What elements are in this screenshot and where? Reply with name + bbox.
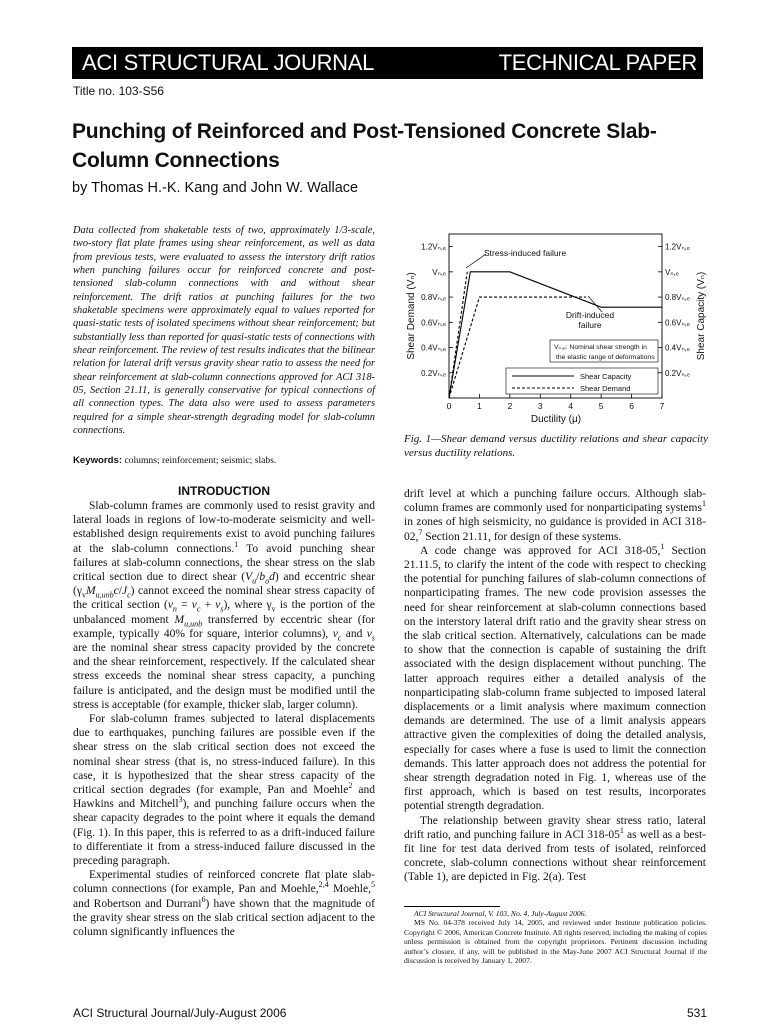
- x-tick-label: 1: [477, 401, 482, 411]
- y-tick-label-left: Vₙ,ₑ: [432, 267, 446, 277]
- y-tick-label-right: 0.2Vₙ,ₑ: [665, 368, 690, 378]
- y-tick-label-right: 0.8Vₙ,ₑ: [665, 293, 690, 303]
- y-ticks-right: [658, 243, 690, 378]
- keywords: [73, 455, 373, 467]
- x-tick-label: 3: [537, 401, 543, 411]
- title-number: Title no. 103-S56: [73, 84, 164, 98]
- left-paragraph-1: Slab-column frames are commonly used to resist gravity and lateral loads in regions of low-to-moderate seismicity and well-established design requirements exist to avoid punching failures at the slab-column connections.$^1$ To avoid punching shear failures at slab-column connections, the shear stress on the slab critical section due to direct shear $(V_u/b_od)$ and eccentric shear $(\gamma_vM_{u,unb}c/J_c)$ cannot exceed the nominal shear stress capacity of the critical section $(v_n = v_c + v_s)$, where $\gamma_v$ is the portion of the unbalanced moment $M_{u,unb}$ transferred by eccentric shear (for example, typically 40% for square, interior columns), $v_c$ and $v_s$ are the nominal shear stress capacity provided by the concrete and the shear reinforcement, respectively. If the calculated shear stress exceeds the nominal shear stress capacity, a punching failure is anticipated, and the design must be modified until the stress is acceptable (for example, thicker slab, larger column).: [73, 500, 376, 711]
- footnote-rule: [404, 906, 500, 907]
- legend-demand-label: Shear Demand: [580, 384, 631, 393]
- right-column: [404, 487, 706, 885]
- y-ticks-left: [421, 243, 453, 378]
- left-axis-label: Shear Demand (Vₙ): [406, 272, 417, 360]
- drift-induced-label-2: failure: [578, 320, 602, 330]
- y-tick-label-right: 1.2Vₙ,ₑ: [665, 242, 690, 252]
- y-tick-label-left: 0.6Vₙ,ₑ: [421, 318, 446, 328]
- x-tick-label: 2: [507, 401, 513, 411]
- intro-heading: INTRODUCTION: [178, 484, 270, 498]
- journal-name: ACI STRUCTURAL JOURNAL: [82, 50, 375, 75]
- right-axis-label: Shear Capacity (Vₙ): [696, 271, 707, 361]
- footnote-line-1: ACI Structural Journal, V. 103, No. 4, July-August 2006.: [414, 909, 587, 918]
- y-tick-label-right: 0.4Vₙ,ₑ: [665, 343, 690, 353]
- y-tick-label-right: Vₙ,ₑ: [665, 267, 679, 277]
- x-axis-label: Ductility (μ): [530, 414, 582, 425]
- left-paragraph-3: Experimental studies of reinforced concrete flat plate slab-column connections (for example, Pan and Moehle,$^{2,4}$ Moehle,$^5$ and Robertson and Durrani$^6$) have shown that the magnitude of the gravity shear stress on the slab critical section adjacent to the column significantly influences the: [73, 869, 375, 939]
- x-ticks: [447, 394, 665, 411]
- page-number: 531: [686, 1006, 707, 1020]
- figure-1-chart: [402, 228, 712, 428]
- author-line: by Thomas H.-K. Kang and John W. Wallace: [72, 180, 359, 196]
- stress-induced-arrow: [466, 254, 486, 268]
- right-paragraph-2: A code change was approved for ACI 318-05,$^1$ Section 21.11.5, to clarify the intent of the code with respect to checking the potential for punching failures of slab-column connections of nonparticipating frames. The new code provision assesses the need for shear reinforcement at slab-column connections based on the interstory lateral drift ratio and the gravity shear stress on the slab critical section. Alternatively, calculations can be made to show that the connection is capable of sustaining the drift associated with the design displacement without punching. The latter approach requires either a detailed analysis of the nonparticipating slab-column frame subjected to imposed lateral displacements or a limit analysis where maximum connection demands are determined. The use of a limit analysis appears attractive given the complexities of doing the detailed analysis, especially for cases where a fuse is used to limit the connection demands. This latter approach does not address the potential for shear strength degradation noted in Fig. 1, whereas use of the first approach, which is based on test results, incorporates potential strength degradation.: [404, 541, 706, 813]
- paper-title: Punching of Reinforced and Post-Tensioned Concrete Slab-Column Connections: [72, 120, 657, 172]
- x-tick-label: 5: [598, 401, 604, 411]
- stress-induced-label: Stress-induced failure: [484, 248, 567, 258]
- footnote: [404, 909, 707, 965]
- y-tick-label-left: 0.4Vₙ,ₑ: [421, 343, 446, 353]
- y-tick-label-right: 0.6Vₙ,ₑ: [665, 318, 690, 328]
- keywords-text: columns; reinforcement; seismic; slabs.: [124, 455, 277, 466]
- note-text-1: Vₙ,ₑ: Nominal shear strength in: [554, 344, 647, 351]
- paper-type: TECHNICAL PAPER: [498, 50, 697, 75]
- y-tick-label-left: 0.8Vₙ,ₑ: [421, 293, 446, 303]
- x-tick-label: 4: [568, 401, 574, 411]
- y-tick-label-left: 0.2Vₙ,ₑ: [421, 368, 446, 378]
- figure-caption: Fig. 1—Shear demand versus ductility relations and shear capacity versus ductility relations.: [404, 433, 708, 459]
- y-tick-label-left: 1.2Vₙ,ₑ: [421, 242, 446, 252]
- journal-banner: [72, 47, 703, 79]
- right-paragraph-1: drift level at which a punching failure occurs. Although slab-column frames are commonly used for nonparticipating systems$^1$ in zones of high seismicity, no guidance is provided in ACI 318-02,$^7$ Section 21.11, for design of these systems.: [404, 488, 706, 543]
- keywords-label: Keywords:: [73, 455, 123, 466]
- x-tick-label: 0: [446, 401, 452, 411]
- left-column: [73, 499, 375, 939]
- x-tick-label: 6: [629, 401, 634, 411]
- note-text-2: the elastic range of deformations: [556, 354, 655, 361]
- drift-induced-label-1: Drift-induced: [565, 310, 615, 320]
- x-tick-label: 7: [659, 401, 665, 411]
- left-paragraph-2: For slab-column frames subjected to lateral displacements due to earthquakes, punching failures are possible even if the shear stress on the slab critical section does not exceed the nominal shear stress (that is, no stress-induced failure). In this case, it is hypothesized that the shear stress capacity of the critical section degrades (for example, Pan and Moehle$^2$ and Hawkins and Mitchell$^3$), and punching failure occurs when the shear capacity degrades to the point where it equals the demand (Fig. 1). In this paper, this is referred to as a drift-induced failure to differentiate it from a stress-induced failure discussed in the preceding paragraph.: [73, 713, 375, 868]
- right-paragraph-3: The relationship between gravity shear stress ratio, lateral drift ratio, and punching failure in ACI $318-05^1$ as well as a best-fit line for test data derived from tests of isolated, reinforced concrete, slab-column connections without shear reinforcement (Table 1), are depicted in Fig. 2(a). Test: [404, 814, 706, 884]
- legend-capacity-label: Shear Capacity: [580, 372, 632, 381]
- footer-journal: ACI Structural Journal/July-August 2006: [73, 1006, 287, 1020]
- footnote-line-2: MS No. 04-378 received July 14, 2005, and reviewed under Institute publication policies. Copyright © 2006, American Concrete Institute. All rights reserved, including the making of copies unless permission is obtained from the copyright proprietors. Pertinent discussion including author’s closure, if any, will be published in the May-June 2007 ACI Structural Journal if the discussion is received by January 1, 2007.: [404, 918, 707, 966]
- abstract: Data collected from shaketable tests of two, approximately 1/3-scale, two-story flat plate frames using shear reinforcement, as well as data from previous tests, were evaluated to assess the interstory drift ratios when punching failures occur for reinforced concrete and post-tensioned slab-column connections with and without shear reinforcement. The drift ratios at punching failures for the two shaketable specimens were approximately equal to values reported for quasi-static tests of isolated specimens without shear reinforcement; but substantially less than reported for quasi-static tests of connections with shear reinforcement. The review of test results indicates that the bilinear relation for lateral drift versus gravity shear ratio to assess the need for shear reinforcement at slab-column connections approved for ACI 318-05, Section 21.11, is generally conservative for typical connections of all connection types. The data also were used to assess parameters required for a simple shear-strength degrading model for slab-column connections.: [73, 225, 375, 437]
